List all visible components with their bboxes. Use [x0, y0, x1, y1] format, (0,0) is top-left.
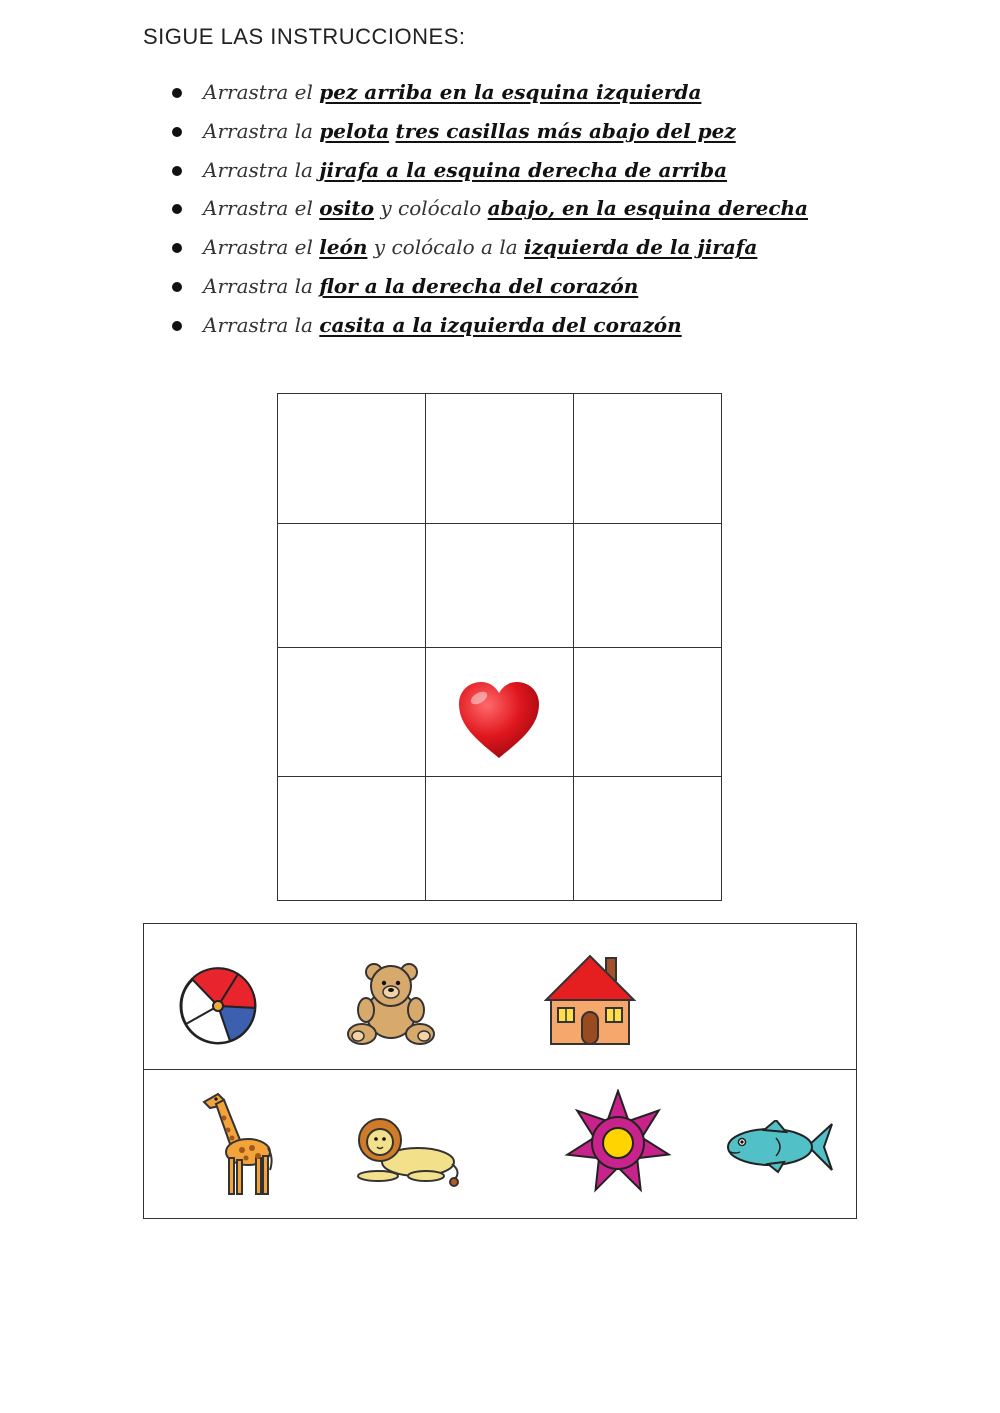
bullet — [172, 204, 182, 214]
instruction-list — [172, 76, 808, 348]
instruction-target-text: izquierda de la jirafa — [524, 235, 758, 260]
flower-icon — [564, 1089, 672, 1197]
grid-cell[interactable] — [574, 394, 721, 524]
grid-cell[interactable] — [278, 648, 426, 777]
lion-item[interactable] — [356, 1112, 466, 1192]
instruction-item — [172, 192, 808, 231]
bullet — [172, 282, 182, 292]
giraffe-item[interactable] — [196, 1088, 276, 1198]
giraffe-icon — [196, 1088, 276, 1198]
instruction-text: Arrastra la — [203, 312, 320, 337]
instruction-text: Arrastra el — [203, 196, 320, 221]
drop-grid — [277, 393, 722, 901]
item-tray — [143, 923, 857, 1219]
page-title: SIGUE LAS INSTRUCCIONES: — [143, 24, 466, 49]
instruction-target-text: león — [319, 235, 368, 260]
fish-item[interactable] — [724, 1120, 836, 1174]
grid-cell[interactable] — [426, 524, 574, 648]
grid-cell[interactable] — [278, 524, 426, 648]
grid-cell[interactable] — [426, 648, 574, 777]
grid-cell[interactable] — [426, 394, 574, 524]
bullet — [172, 243, 182, 253]
instruction-item — [172, 270, 808, 309]
ball-icon — [178, 966, 258, 1046]
instruction-item — [172, 76, 808, 115]
bullet — [172, 166, 182, 176]
teddy-bear-icon — [344, 962, 439, 1048]
bullet — [172, 321, 182, 331]
instruction-target-text: jirafa a la esquina derecha de arriba — [319, 157, 728, 182]
instruction-target-text: osito — [319, 196, 375, 221]
house-item[interactable] — [544, 954, 636, 1046]
ball-item[interactable] — [178, 966, 258, 1046]
instruction-text: Arrastra la — [203, 273, 320, 298]
grid-cell[interactable] — [426, 777, 574, 900]
instruction-target-text: flor a la derecha del corazón — [319, 273, 639, 298]
instruction-text: y colócalo — [374, 196, 488, 221]
heart-icon — [457, 680, 541, 760]
instruction-target-text: abajo, en la esquina derecha — [487, 196, 809, 221]
lion-icon — [356, 1112, 466, 1192]
teddy-bear-item[interactable] — [344, 962, 439, 1048]
instruction-target-text: casita a la izquierda del corazón — [319, 312, 682, 337]
instruction-item — [172, 115, 808, 154]
house-icon — [544, 954, 636, 1046]
instruction-text: Arrastra la — [203, 157, 320, 182]
grid-cell[interactable] — [278, 777, 426, 900]
instruction-target-text: tres casillas más abajo del pez — [395, 118, 736, 143]
bullet — [172, 88, 182, 98]
grid-cell[interactable] — [574, 777, 721, 900]
instruction-item — [172, 231, 808, 270]
instruction-text: Arrastra el — [203, 80, 320, 104]
grid-cell[interactable] — [574, 648, 721, 777]
bullet — [172, 127, 182, 137]
tray-divider — [144, 1069, 856, 1070]
fish-icon — [724, 1120, 836, 1174]
instruction-target-text: pez arriba en la esquina izquierda — [319, 80, 702, 104]
instruction-target-text: pelota — [319, 118, 390, 143]
instruction-item — [172, 309, 808, 348]
flower-item[interactable] — [564, 1089, 672, 1197]
instruction-text: y colócalo a la — [367, 235, 525, 260]
grid-cell[interactable] — [574, 524, 721, 648]
instruction-text: Arrastra el — [203, 235, 320, 260]
instruction-text: Arrastra la — [203, 118, 320, 143]
grid-cell[interactable] — [278, 394, 426, 524]
instruction-item — [172, 154, 808, 193]
